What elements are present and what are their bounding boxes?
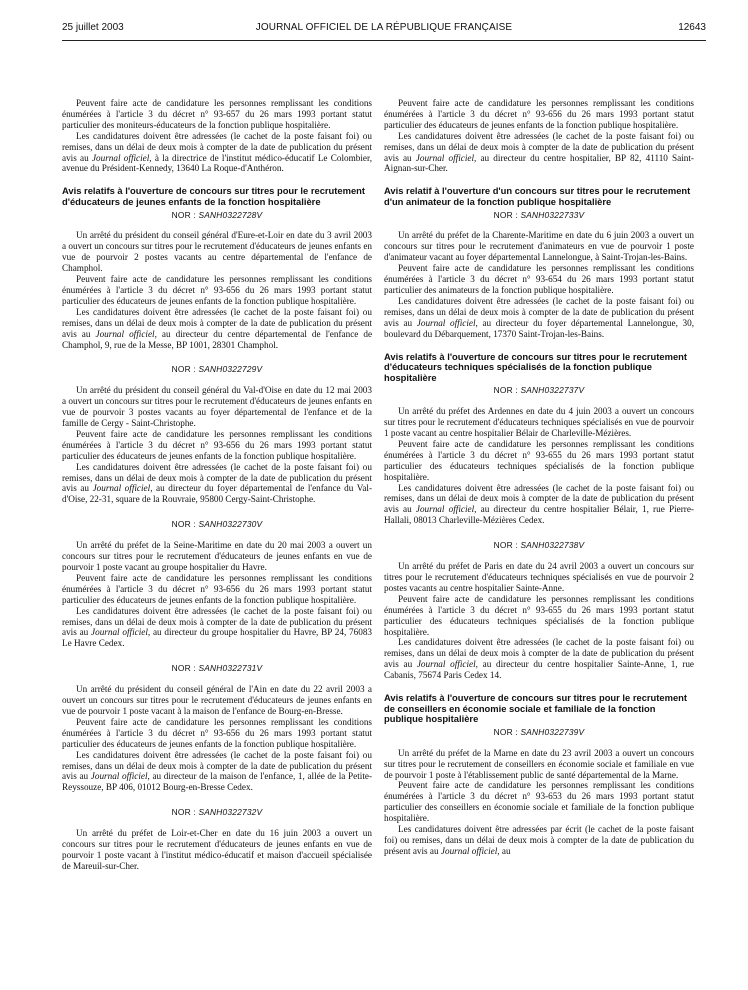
paragraph: Les candidatures doivent être adressées (le cachet de la poste faisant foi) ou remises, dans un délai de deux mois à compter de la date de publication du présent avis au Journal officiel, au directeur du centre hospitalier, BP 82, 41110 Saint-Aignan-sur-Cher. xyxy=(384,130,694,174)
section-title: Avis relatifs à l'ouverture de concours sur titres pour le recrutement d'éducateurs de jeunes enfants de la fonction hospitalière xyxy=(62,185,366,207)
nor-reference: NOR : SANH0322732V xyxy=(171,807,263,818)
section-title: Avis relatifs à l'ouverture de concours sur titres pour le recrutement d'éducateurs techniques spécialisés de la fonction publique hospitalière xyxy=(384,350,688,383)
paragraph: Un arrêté du président du conseil général d'Eure-et-Loir en date du 3 avril 2003 a ouvert un concours sur titres pour le recrutement d'éducateurs de jeunes enfants en vue de pourvoir 2 postes vacants au centre départemental de l'enfance de Champhol. xyxy=(62,230,372,274)
page-header xyxy=(62,22,706,38)
paragraph: Un arrêté du préfet de Paris en date du 24 avril 2003 a ouvert un concours sur titres pour le recrutement d'éducateurs techniques spécialisés en vue de pourvoir 2 postes vacants au centre hospitalier Sainte-Anne. xyxy=(384,561,694,593)
paragraph: Peuvent faire acte de candidature les personnes remplissant les conditions énumérées à l'article 3 du décret n° 93-656 du 26 mars 1993 portant statut particulier des éducateurs de jeunes enfants de la fonction publique hospitalière. xyxy=(62,716,372,749)
journal-title: JOURNAL OFFICIEL DE LA RÉPUBLIQUE FRANÇAISE xyxy=(255,22,513,33)
nor-reference: NOR : SANH0322730V xyxy=(171,519,263,530)
paragraph: Les candidatures doivent être adressées (le cachet de la poste faisant foi) ou remises, dans un délai de deux mois à compter de la date de publication du présent avis au Journal officiel, à la directrice de l'institut médico-éducatif Le Colombier, avenue du Président-Kennedy, 13640 La Roque-d'Anthéron. xyxy=(62,130,372,174)
paragraph: Un arrêté du président du conseil général du Val-d'Oise en date du 12 mai 2003 a ouvert un concours sur titres pour le recrutement d'éducateurs de jeunes enfants en vue de pourvoir 3 postes vacants au foyer départemental de l'enfance et de la famille de Cergy - Saint-Christophe. xyxy=(62,385,372,429)
paragraph: Les candidatures doivent être adressées (le cachet de la poste faisant foi) ou remises, dans un délai de deux mois à compter de la date de publication du présent avis au Journal officiel, au directeur du centre hospitalier Sainte-Anne, 1, rue Cabanis, 75674 Paris Cedex 14. xyxy=(384,637,694,681)
right-column xyxy=(384,98,694,857)
paragraph: Les candidatures doivent être adressées (le cachet de la poste faisant foi) ou remises, dans un délai de deux mois à compter de la date de publication du présent avis au Journal officiel, au directeur du centre départemental de l'enfance de Champhol, 9, rue de la Messe, BP 1001, 28301 Champhol. xyxy=(62,306,373,350)
nor-reference: NOR : SANH0322737V xyxy=(493,385,585,396)
paragraph: Un arrêté du préfet des Ardennes en date du 4 juin 2003 a ouvert un concours sur titres pour le recrutement d'éducateurs techniques spécialisés en vue de pourvoir 1 poste vacant au centre hospitalier Bélair de Charleville-Mézières. xyxy=(384,406,694,438)
paragraph: Peuvent faire acte de candidature les personnes remplissant les conditions énumérées à l'article 3 du décret n° 93-653 du 26 mars 1993 portant statut particulier des conseillers en économie sociale et familiale de la fonction publique hospitalière. xyxy=(384,780,694,824)
page-number: 12643 xyxy=(678,22,706,33)
nor-reference: NOR : SANH0322733V xyxy=(493,209,585,220)
paragraph: Peuvent faire acte de candidature les personnes remplissant les conditions énumérées à l'article 3 du décret n° 93-656 du 26 mars 1993 portant statut particulier des éducateurs de jeunes enfants de la fonction publique hospitalière. xyxy=(62,428,372,461)
nor-reference: NOR : SANH0322738V xyxy=(493,540,585,551)
paragraph: Peuvent faire acte de candidature les personnes remplissant les conditions énumérées à l'article 3 du décret n° 93-657 du 26 mars 1993 portant statut particulier des moniteurs-éducateurs de la fonction publique hospitalière. xyxy=(62,98,372,130)
section-title: Avis relatifs à l'ouverture de concours sur titres pour le recrutement de conseillers en économie sociale et familiale de la fonction publique hospitalière xyxy=(384,692,688,725)
paragraph: Peuvent faire acte de candidature les personnes remplissant les conditions énumérées à l'article 3 du décret n° 93-654 du 26 mars 1993 portant statut particulier des animateurs de la fonction publique hospitalière. xyxy=(384,263,694,295)
nor-reference: NOR : SANH0322729V xyxy=(171,364,263,375)
nor-reference: NOR : SANH0322739V xyxy=(493,726,585,737)
paragraph: Un arrêté du préfet de la Charente-Maritime en date du 6 juin 2003 a ouvert un concours sur titres pour le recrutement d'animateurs en vue de pourvoir 1 poste d'animateur vacant au foyer départemental Lannelongue, à Saint-Trojan-les-Bains. xyxy=(384,230,694,263)
header-rule xyxy=(62,40,706,41)
paragraph: Peuvent faire acte de candidature les personnes remplissant les conditions énumérées à l'article 3 du décret n° 93-656 du 26 mars 1993 portant statut particulier des éducateurs de jeunes enfants de la fonction publique hospitalière. xyxy=(384,98,694,130)
paragraph: Peuvent faire acte de candidature les personnes remplissant les conditions énumérées à l'article 3 du décret n° 93-656 du 26 mars 1993 portant statut particulier des éducateurs de jeunes enfants de la fonction publique hospitalière. xyxy=(62,572,372,605)
left-column xyxy=(62,98,372,872)
paragraph: Un arrêté du préfet de la Seine-Maritime en date du 20 mai 2003 a ouvert un concours sur titres pour le recrutement d'éducateurs de jeunes enfants en vue de pourvoir 1 poste vacant au groupe hospitalier du Havre. xyxy=(62,540,372,572)
nor-reference: NOR : SANH0322731V xyxy=(171,663,263,674)
paragraph: Les candidatures doivent être adressées (le cachet de la poste faisant foi) ou remises, dans un délai de deux mois à compter de la date de publication du présent avis au Journal officiel, au directeur de la maison de l'enfance, 1, allée de la Petite-Reyssouze, BP 406, 01012 Bourg-en-Bresse Cedex. xyxy=(62,749,373,793)
paragraph: Un arrêté du président du conseil général de l'Ain en date du 22 avril 2003 a ouvert un concours sur titres pour le recrutement d'éducateurs de jeunes enfants en vue de pourvoir 1 poste vacant à la maison de l'enfance de Bourg-en-Bresse. xyxy=(62,684,372,716)
nor-reference: NOR : SANH0322728V xyxy=(171,209,263,220)
paragraph: Un arrêté du préfet de Loir-et-Cher en date du 16 juin 2003 a ouvert un concours sur titres pour le recrutement d'éducateurs de jeunes enfants en vue de pourvoir 1 poste vacant à l'institut médico-éducatif et maison d'accueil spécialisée de Mareuil-sur-Cher. xyxy=(62,828,372,871)
paragraph: Peuvent faire acte de candidature les personnes remplissant les conditions énumérées à l'article 3 du décret n° 93-656 du 26 mars 1993 portant statut particulier des éducateurs de jeunes enfants de la fonction publique hospitalière. xyxy=(62,274,372,306)
paragraph: Les candidatures doivent être adressées (le cachet de la poste faisant foi) ou remises, dans un délai de deux mois à compter de la date de publication du présent avis au Journal officiel, au directeur du groupe hospitalier du Havre, BP 24, 76083 Le Havre Cedex. xyxy=(62,605,373,649)
paragraph: Peuvent faire acte de candidature les personnes remplissant les conditions énumérées à l'article 3 du décret n° 93-655 du 26 mars 1993 portant statut particulier des éducateurs techniques spécialisés de la fonction publique hospitalière. xyxy=(384,438,694,482)
paragraph: Les candidatures doivent être adressées (le cachet de la poste faisant foi) ou remises, dans un délai de deux mois à compter de la date de publication du présent avis au Journal officiel, au directeur du foyer départemental de l'enfance du Val-d'Oise, 22-31, square de la Rouvraie, 95800 Cergy-Saint-Christophe. xyxy=(62,461,373,505)
section-title: Avis relatif à l'ouverture d'un concours sur titres pour le recrutement d'un animateur de la fonction publique hospitalière xyxy=(384,185,691,207)
paragraph: Les candidatures doivent être adressées (le cachet de la poste faisant foi) ou remises, dans un délai de deux mois à compter de la date de publication du présent avis au Journal officiel, au directeur du foyer départemental Lannelongue, 30, boulevard du Débarquement, 17370 Saint-Trojan-les-Bains. xyxy=(384,295,695,339)
paragraph: Un arrêté du préfet de la Marne en date du 23 avril 2003 a ouvert un concours sur titres pour le recrutement de conseillers en économie sociale et familiale en vue de pourvoir 1 poste à l'établissement public de santé départemental de la Marne. xyxy=(384,747,694,780)
paragraph: Les candidatures doivent être adressées par écrit (le cachet de la poste faisant foi) ou remises, dans un délai de deux mois à compter de la date de publication du présent avis au Journal officiel, au xyxy=(384,824,694,856)
issue-date: 25 juillet 2003 xyxy=(62,22,124,33)
paragraph: Peuvent faire acte de candidature les personnes remplissant les conditions énumérées à l'article 3 du décret n° 93-655 du 26 mars 1993 portant statut particulier des éducateurs techniques spécialisés de la fonction publique hospitalière. xyxy=(384,593,694,637)
paragraph: Les candidatures doivent être adressées (le cachet de la poste faisant foi) ou remises, dans un délai de deux mois à compter de la date de publication du présent avis au Journal officiel, au directeur du centre hospitalier Bélair, 1, rue Pierre-Hallali, 08013 Charleville-Mézières Cedex. xyxy=(384,482,694,526)
